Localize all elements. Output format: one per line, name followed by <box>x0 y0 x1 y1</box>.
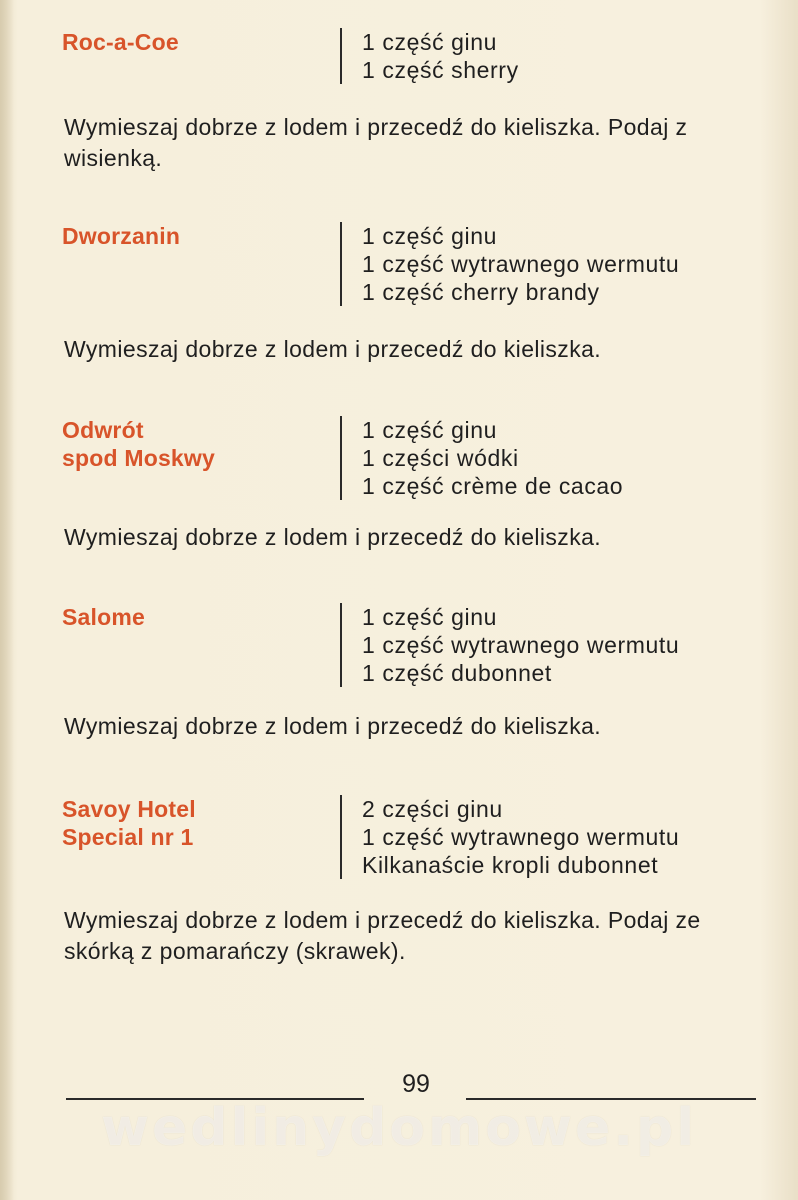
recipe-name <box>62 603 145 631</box>
recipe-name-line: Roc-a-Coe <box>62 29 179 55</box>
ingredient: 1 część ginu <box>362 604 498 630</box>
recipe-name-line: Odwrót <box>62 417 144 443</box>
ingredient-list <box>340 222 679 306</box>
recipe-instruction: Wymieszaj dobrze z lodem i przecedź do kieliszka. <box>64 524 602 550</box>
ingredient: 2 części ginu <box>362 796 503 822</box>
page-edge-shadow <box>0 0 14 1200</box>
ingredient: 1 część ginu <box>362 223 498 249</box>
ingredient: 1 części wódki <box>362 445 519 471</box>
recipe-name <box>62 795 196 851</box>
ingredient-list <box>340 603 679 687</box>
ingredient: Kilkanaście kropli dubonnet <box>362 852 659 878</box>
ingredient: 1 część cherry brandy <box>362 279 600 305</box>
watermark: wedlinydomowe.pl <box>100 1098 698 1158</box>
ingredient: 1 część crème de cacao <box>362 473 624 499</box>
ingredient: 1 część sherry <box>362 57 519 83</box>
ingredient-list <box>340 795 679 879</box>
ingredient: 1 część dubonnet <box>362 660 552 686</box>
recipe-name-line: Dworzanin <box>62 223 181 249</box>
recipe-name-line: Special nr 1 <box>62 824 194 850</box>
recipe-name <box>62 28 179 56</box>
ingredient: 1 część wytrawnego wermutu <box>362 632 680 658</box>
recipe-name <box>62 222 180 250</box>
recipe-instruction: Wymieszaj dobrze z lodem i przecedź do kieliszka. Podaj z wisienką. <box>64 114 688 171</box>
recipe-instruction: Wymieszaj dobrze z lodem i przecedź do kieliszka. <box>64 713 602 739</box>
recipe-instruction: Wymieszaj dobrze z lodem i przecedź do kieliszka. Podaj ze skórką z pomarańczy (skrawek). <box>64 907 701 964</box>
ingredient: 1 część ginu <box>362 417 498 443</box>
page-number: 99 <box>402 1070 430 1098</box>
ingredient-list <box>340 416 623 500</box>
recipe-instruction: Wymieszaj dobrze z lodem i przecedź do kieliszka. <box>64 336 602 362</box>
ingredient: 1 część wytrawnego wermutu <box>362 824 680 850</box>
ingredient: 1 część wytrawnego wermutu <box>362 251 680 277</box>
recipe-name-line: Savoy Hotel <box>62 796 196 822</box>
recipe-name <box>62 416 215 472</box>
ingredient: 1 część ginu <box>362 29 498 55</box>
recipe-name-line: Salome <box>62 604 146 630</box>
recipe-name-line: spod Moskwy <box>62 445 216 471</box>
ingredient-list <box>340 28 519 84</box>
